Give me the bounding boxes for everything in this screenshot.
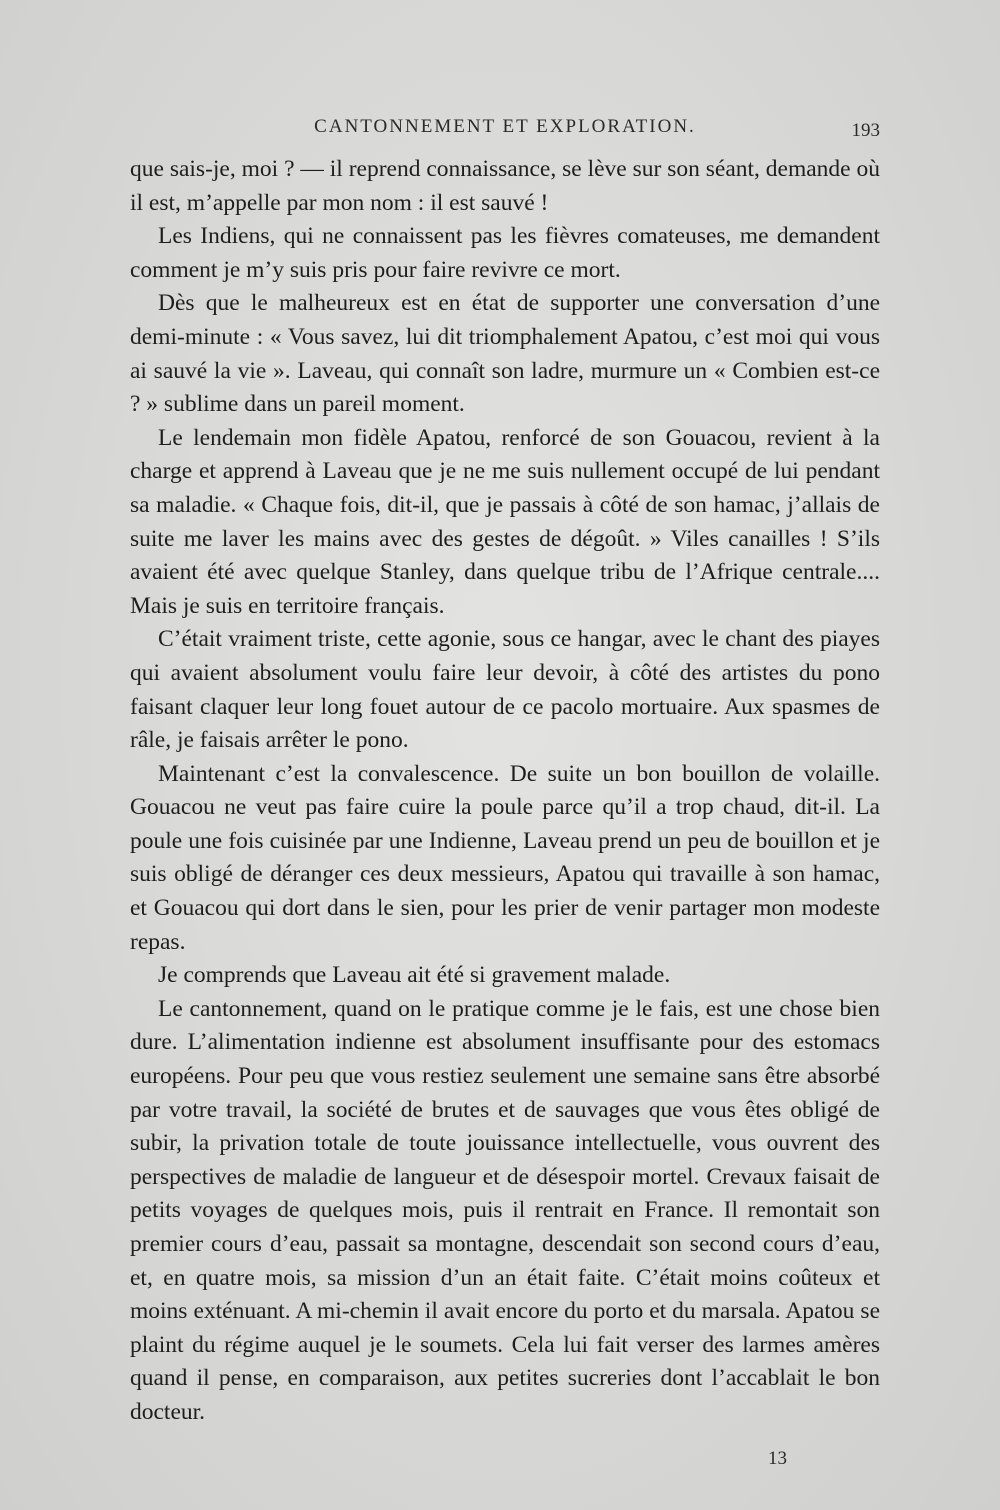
signature-mark: 13 bbox=[768, 1448, 787, 1469]
paragraph: Maintenant c’est la convalescence. De suite un bon bouillon de volaille. Gouacou ne veut pas faire cuire la poule parce qu’il a trop chaud, dit-il. La poule une fois cuisinée par une Indienne, Laveau prend un peu de bouillon et je suis obligé de déranger ces deux messieurs, Apatou qui travaille à son hamac, et Gouacou qui dort dans le sien, pour les prier de venir partager mon modeste repas. bbox=[130, 760, 880, 955]
paragraph: Dès que le malheureux est en état de supporter une conversation d’une demi-minute : « Vous savez, lui dit triomphalement Apatou, c’est moi qui vous ai sauvé la vie ». Laveau, qui connaît son ladre, murmure un « Combien est-ce ? » sublime dans un pareil moment. bbox=[130, 290, 880, 418]
body-text bbox=[130, 153, 880, 1430]
page-number: 193 bbox=[851, 120, 880, 141]
paragraph: Je comprends que Laveau ait été si gravement malade. bbox=[158, 962, 671, 989]
paragraph: Les Indiens, qui ne connaissent pas les fièvres comateuses, me demandent comment je m’y suis pris pour faire revivre ce mort. bbox=[130, 223, 880, 283]
paragraph: Le cantonnement, quand on le pratique comme je le fais, est une chose bien dure. L’alimentation indienne est absolument insuffisante pour des estomacs européens. Pour peu que vous restiez seulement une semaine sans être absorbé par votre travail, la société de brutes et de sauvages que vous êtes obligé de subir, la privation totale de toute jouissance intellectuelle, vous ouvrent des perspectives de maladie de langueur et de désespoir mortel. Crevaux faisait de petits voyages de quelques mois, puis il rentrait en France. Il remontait son premier cours d’eau, passait sa montagne, descendait son second cours d’eau, et, en quatre mois, sa mission d’un an était faite. C’était moins coûteux et moins exténuant. A mi-chemin il avait encore du porto et du marsala. Apatou se plaint du régime auquel je le soumets. Cela lui fait verser des larmes amères quand il pense, en comparaison, aux petites sucreries dont l’accablait le bon docteur. bbox=[130, 995, 880, 1425]
paragraph: C’était vraiment triste, cette agonie, sous ce hangar, avec le chant des piayes qui avaient absolument voulu faire leur devoir, à côté des artistes du pono faisant claquer leur long fouet autour de ce pacolo mortuaire. Aux spasmes de râle, je faisais arrêter le pono. bbox=[130, 626, 880, 754]
running-head bbox=[130, 116, 880, 146]
paragraph: que sais-je, moi ? — il reprend connaissance, se lève sur son séant, demande où il est, m’appelle par mon nom : il est sauvé ! bbox=[130, 156, 880, 216]
paragraph: Le lendemain mon fidèle Apatou, renforcé de son Gouacou, revient à la charge et apprend à Laveau que je ne me suis nullement occupé de lui pendant sa maladie. « Chaque fois, dit-il, que je passais à côté de son hamac, j’allais de suite me laver les mains avec des gestes de dégoût. » Viles canailles ! S’ils avaient été avec quelque Stanley, dans quelque tribu de l’Afrique centrale.... Mais je suis en territoire français. bbox=[130, 424, 880, 619]
running-title: CANTONNEMENT ET EXPLORATION. bbox=[314, 116, 696, 137]
